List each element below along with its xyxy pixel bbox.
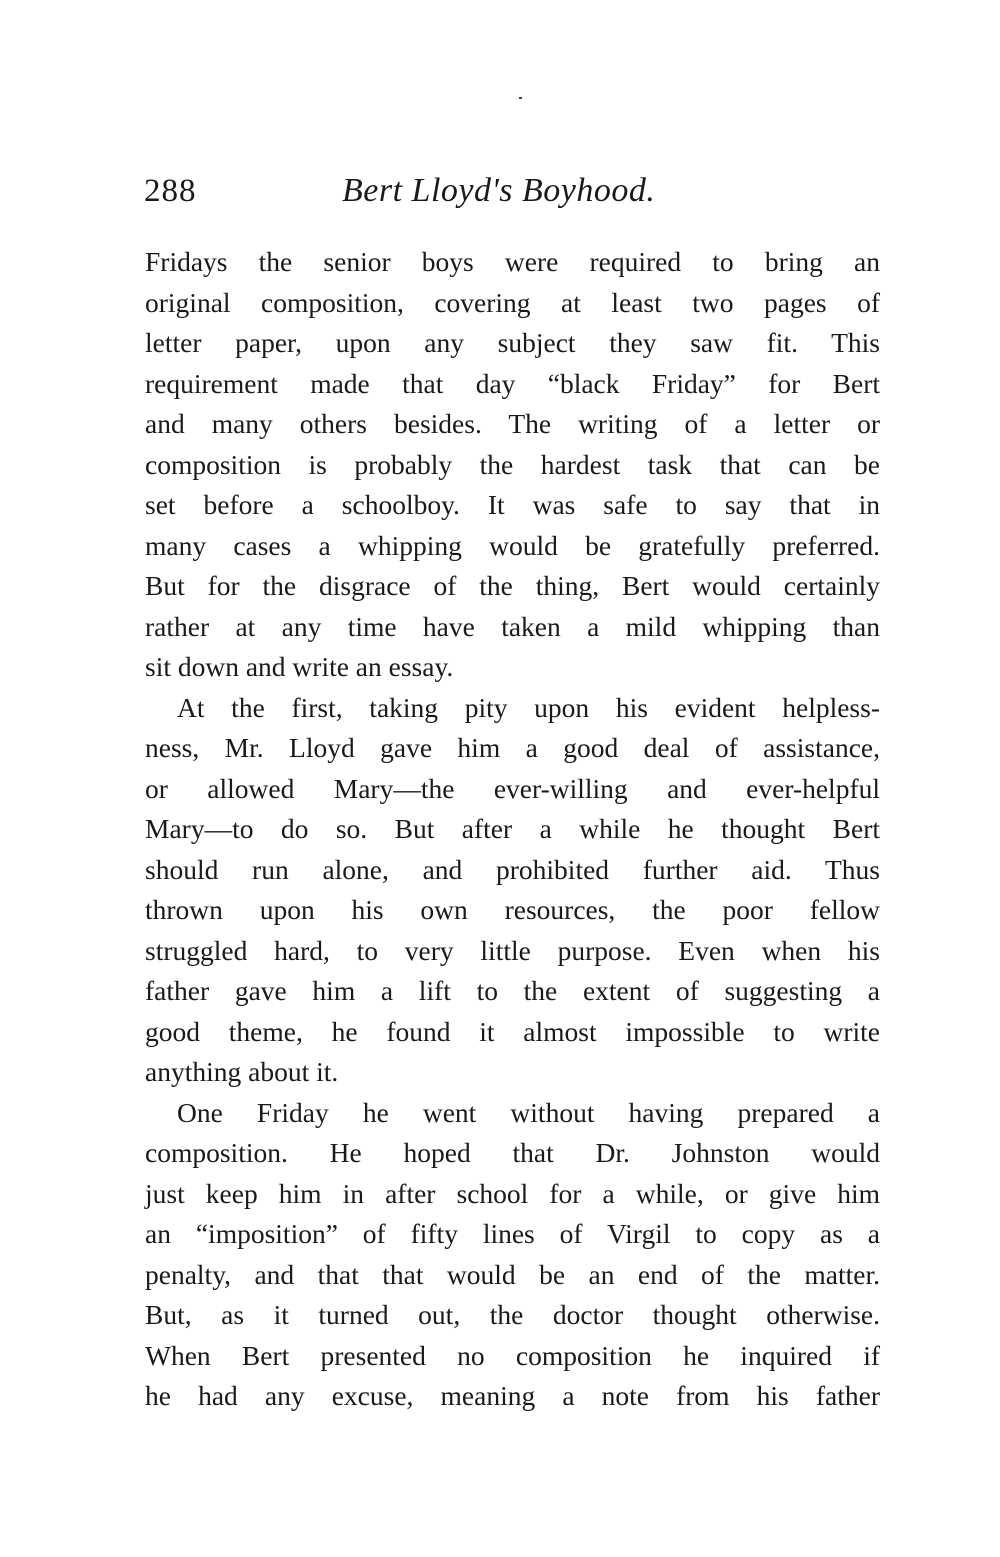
body-text [145, 242, 880, 1417]
text-line: father gave him a lift to the extent of suggesting a [145, 975, 880, 1006]
text-line: thrown upon his own resources, the poor fellow [145, 894, 880, 925]
text-line: an “imposition” of fifty lines of Virgil to copy as a [145, 1218, 880, 1249]
text-line: At the first, taking pity upon his evident helpless- [177, 691, 880, 723]
page-number: 288 [144, 173, 197, 209]
text-line: he had any excuse, meaning a note from his father [145, 1380, 880, 1411]
text-line: many cases a whipping would be gratefully preferred. [145, 529, 880, 561]
text-line: just keep him in after school for a while, or give him [145, 1177, 880, 1209]
text-line: penalty, and that that would be an end of the matter. [145, 1258, 880, 1290]
text-line: rather at any time have taken a mild whipping than [145, 610, 880, 642]
text-line: struggled hard, to very little purpose. Even when his [145, 934, 880, 966]
text-line: good theme, he found it almost impossible to write [145, 1015, 880, 1047]
text-line: When Bert presented no composition he inquired if [145, 1339, 880, 1371]
text-line: One Friday he went without having prepared a [177, 1096, 880, 1128]
text-line: composition. He hoped that Dr. Johnston would [145, 1137, 880, 1168]
text-line: requirement made that day “black Friday” for Bert [145, 367, 880, 399]
text-line: set before a schoolboy. It was safe to say that in [145, 489, 880, 520]
text-line: and many others besides. The writing of a letter or [145, 408, 880, 439]
page-header [144, 166, 884, 216]
text-line: Mary—to do so. But after a while he thought Bert [145, 813, 880, 844]
text-line: should run alone, and prohibited further aid. Thus [145, 853, 880, 885]
text-line: anything about it. [145, 1056, 339, 1087]
text-line: ness, Mr. Lloyd gave him a good deal of assistance, [145, 732, 880, 763]
paragraph-3 [145, 1093, 880, 1417]
text-line: sit down and write an essay. [145, 651, 454, 682]
text-line: letter paper, upon any subject they saw fit. This [145, 327, 880, 358]
text-line: original composition, covering at least two pages of [145, 286, 880, 318]
text-line: composition is probably the hardest task that can be [145, 448, 880, 480]
running-title: Bert Lloyd's Boyhood. [342, 172, 656, 209]
text-line: But for the disgrace of the thing, Bert would certainly [145, 570, 880, 601]
print-speck [519, 97, 522, 99]
text-line: or allowed Mary—the ever-willing and ever-helpful [145, 772, 880, 804]
paragraph-2 [145, 688, 880, 1093]
paragraph-1 [145, 242, 880, 688]
text-line: Fridays the senior boys were required to bring an [145, 246, 880, 277]
text-line: But, as it turned out, the doctor thought otherwise. [145, 1299, 880, 1330]
